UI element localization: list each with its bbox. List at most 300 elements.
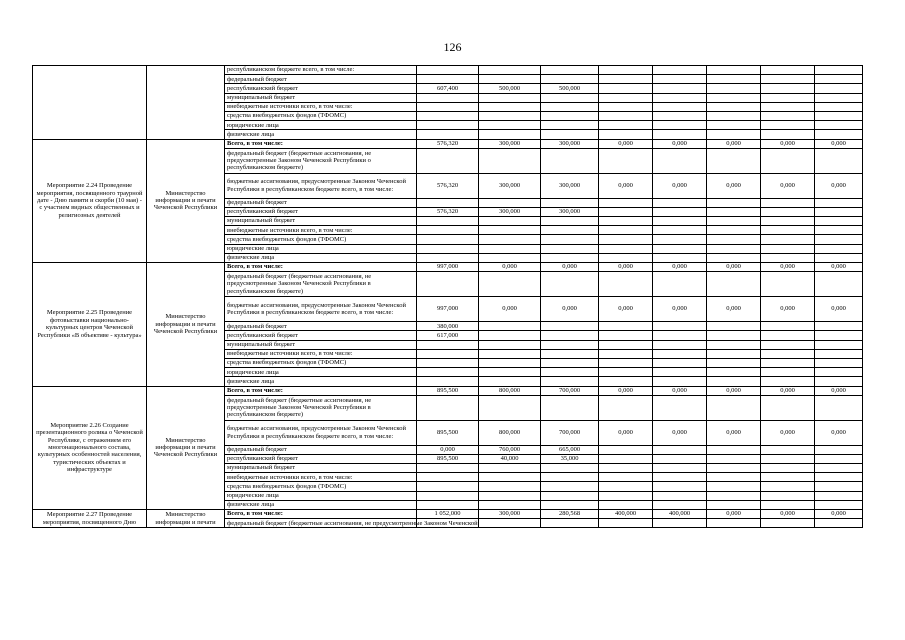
amount-cell bbox=[599, 377, 653, 386]
amount-cell bbox=[417, 377, 479, 386]
amount-cell: 0,000 bbox=[815, 297, 863, 322]
amount-cell bbox=[417, 473, 479, 482]
amount-cell bbox=[707, 93, 761, 102]
amount-cell bbox=[599, 491, 653, 500]
amount-cell bbox=[653, 482, 707, 491]
funding-source-cell: физические лица bbox=[225, 130, 417, 139]
amount-cell bbox=[761, 121, 815, 130]
amount-cell bbox=[479, 340, 541, 349]
event-name-cell: Мероприятие 2.24 Проведение мероприятия, посвященного траурной дате - Дню памяти и скорби (10 мая) - с участием видных общественных и религиозных деятелей bbox=[33, 139, 147, 263]
amount-cell bbox=[653, 500, 707, 509]
amount-cell bbox=[707, 66, 761, 75]
amount-cell: 500,000 bbox=[479, 84, 541, 93]
amount-cell bbox=[653, 235, 707, 244]
amount-cell bbox=[479, 130, 541, 139]
funding-source-cell: юридические лица bbox=[225, 121, 417, 130]
table-row-total bbox=[33, 139, 863, 148]
amount-cell bbox=[479, 198, 541, 207]
amount-cell bbox=[417, 244, 479, 253]
amount-cell bbox=[761, 226, 815, 235]
amount-cell: 0,000 bbox=[653, 173, 707, 198]
amount-cell bbox=[599, 253, 653, 262]
amount-cell bbox=[599, 84, 653, 93]
amount-cell: 300,000 bbox=[541, 139, 599, 148]
funding-source-cell: республиканский бюджет bbox=[225, 207, 417, 216]
amount-cell bbox=[707, 464, 761, 473]
amount-cell bbox=[479, 464, 541, 473]
amount-cell bbox=[815, 148, 863, 173]
amount-cell bbox=[815, 75, 863, 84]
amount-cell bbox=[653, 93, 707, 102]
funding-source-cell: средства внебюджетных фондов (ТФОМС) bbox=[225, 235, 417, 244]
amount-cell: 0,000 bbox=[761, 139, 815, 148]
amount-cell: 895,500 bbox=[417, 386, 479, 395]
amount-cell bbox=[479, 244, 541, 253]
amount-cell bbox=[707, 102, 761, 111]
amount-cell bbox=[761, 454, 815, 463]
amount-cell: 0,000 bbox=[653, 297, 707, 322]
amount-cell bbox=[417, 500, 479, 509]
amount-cell bbox=[761, 473, 815, 482]
amount-cell bbox=[815, 331, 863, 340]
amount-cell bbox=[815, 84, 863, 93]
amount-cell bbox=[653, 244, 707, 253]
amount-cell: 0,000 bbox=[815, 386, 863, 395]
amount-cell bbox=[653, 198, 707, 207]
amount-cell bbox=[707, 368, 761, 377]
amount-cell: 300,000 bbox=[479, 173, 541, 198]
amount-cell bbox=[707, 244, 761, 253]
funding-source-cell: муниципальный бюджет bbox=[225, 340, 417, 349]
amount-cell bbox=[541, 331, 599, 340]
amount-cell bbox=[707, 253, 761, 262]
amount-cell bbox=[761, 235, 815, 244]
amount-cell bbox=[599, 66, 653, 75]
amount-cell bbox=[479, 349, 541, 358]
amount-cell: 0,000 bbox=[707, 263, 761, 272]
executor-cell bbox=[147, 66, 225, 140]
amount-cell bbox=[599, 519, 653, 528]
amount-cell: 665,000 bbox=[541, 445, 599, 454]
amount-cell bbox=[541, 93, 599, 102]
amount-cell bbox=[815, 491, 863, 500]
amount-cell bbox=[707, 111, 761, 120]
amount-cell bbox=[599, 340, 653, 349]
amount-cell bbox=[479, 519, 541, 528]
amount-cell bbox=[541, 473, 599, 482]
amount-cell bbox=[815, 368, 863, 377]
amount-cell bbox=[417, 482, 479, 491]
amount-cell bbox=[417, 358, 479, 367]
amount-cell bbox=[541, 102, 599, 111]
amount-cell bbox=[479, 395, 541, 420]
amount-cell bbox=[761, 482, 815, 491]
amount-cell: 0,000 bbox=[815, 263, 863, 272]
amount-cell bbox=[815, 235, 863, 244]
amount-cell bbox=[707, 272, 761, 297]
amount-cell bbox=[761, 130, 815, 139]
funding-source-cell: физические лица bbox=[225, 377, 417, 386]
amount-cell: 300,000 bbox=[479, 207, 541, 216]
amount-cell: 997,000 bbox=[417, 263, 479, 272]
amount-cell bbox=[479, 102, 541, 111]
amount-cell bbox=[541, 66, 599, 75]
funding-source-cell: Всего, в том числе: bbox=[225, 386, 417, 395]
amount-cell bbox=[599, 464, 653, 473]
amount-cell bbox=[761, 198, 815, 207]
funding-source-cell: юридические лица bbox=[225, 368, 417, 377]
amount-cell bbox=[417, 121, 479, 130]
funding-source-cell: федеральный бюджет bbox=[225, 445, 417, 454]
amount-cell bbox=[599, 454, 653, 463]
amount-cell: 0,000 bbox=[707, 386, 761, 395]
amount-cell bbox=[761, 93, 815, 102]
amount-cell bbox=[707, 235, 761, 244]
amount-cell bbox=[417, 253, 479, 262]
amount-cell bbox=[653, 464, 707, 473]
amount-cell: 0,000 bbox=[815, 420, 863, 445]
amount-cell bbox=[479, 331, 541, 340]
amount-cell bbox=[815, 445, 863, 454]
funding-source-cell: внебюджетные источники всего, в том числе: bbox=[225, 226, 417, 235]
amount-cell bbox=[417, 93, 479, 102]
funding-source-cell: Всего, в том числе: bbox=[225, 263, 417, 272]
amount-cell bbox=[417, 491, 479, 500]
amount-cell: 800,000 bbox=[479, 386, 541, 395]
amount-cell bbox=[417, 75, 479, 84]
funding-source-cell: бюджетные ассигнования, предусмотренные Законом Чеченской Республики в республиканском бюджете всего, в том числе: bbox=[225, 297, 417, 322]
amount-cell: 1 052,000 bbox=[417, 510, 479, 519]
amount-cell bbox=[541, 217, 599, 226]
funding-source-cell: юридические лица bbox=[225, 491, 417, 500]
executor-cell: Министерство информации и печати Чеченской Республики bbox=[147, 263, 225, 387]
amount-cell bbox=[541, 148, 599, 173]
amount-cell bbox=[541, 235, 599, 244]
funding-source-cell: федеральный бюджет bbox=[225, 198, 417, 207]
amount-cell bbox=[653, 148, 707, 173]
amount-cell: 0,000 bbox=[541, 297, 599, 322]
amount-cell bbox=[541, 500, 599, 509]
amount-cell: 0,000 bbox=[761, 386, 815, 395]
amount-cell bbox=[541, 377, 599, 386]
amount-cell bbox=[761, 331, 815, 340]
amount-cell bbox=[815, 464, 863, 473]
amount-cell bbox=[761, 66, 815, 75]
amount-cell bbox=[707, 340, 761, 349]
amount-cell bbox=[761, 217, 815, 226]
amount-cell: 500,000 bbox=[541, 84, 599, 93]
amount-cell bbox=[599, 349, 653, 358]
amount-cell: 895,500 bbox=[417, 420, 479, 445]
amount-cell bbox=[541, 111, 599, 120]
amount-cell: 0,000 bbox=[599, 139, 653, 148]
amount-cell bbox=[417, 102, 479, 111]
amount-cell bbox=[761, 272, 815, 297]
amount-cell: 0,000 bbox=[599, 420, 653, 445]
amount-cell bbox=[653, 207, 707, 216]
amount-cell: 400,000 bbox=[599, 510, 653, 519]
amount-cell bbox=[815, 217, 863, 226]
funding-source-cell: внебюджетные источники всего, в том числе: bbox=[225, 349, 417, 358]
funding-source-cell: муниципальный бюджет bbox=[225, 93, 417, 102]
amount-cell bbox=[707, 482, 761, 491]
amount-cell bbox=[653, 253, 707, 262]
amount-cell bbox=[417, 464, 479, 473]
amount-cell: 617,000 bbox=[417, 331, 479, 340]
amount-cell: 0,000 bbox=[541, 263, 599, 272]
amount-cell bbox=[599, 198, 653, 207]
amount-cell bbox=[653, 358, 707, 367]
table-row bbox=[33, 66, 863, 75]
budget-table bbox=[32, 65, 863, 528]
amount-cell bbox=[707, 395, 761, 420]
amount-cell: 400,000 bbox=[653, 510, 707, 519]
funding-source-cell: республиканский бюджет bbox=[225, 331, 417, 340]
amount-cell bbox=[479, 75, 541, 84]
amount-cell bbox=[479, 235, 541, 244]
amount-cell bbox=[541, 368, 599, 377]
amount-cell: 0,000 bbox=[479, 297, 541, 322]
amount-cell bbox=[599, 102, 653, 111]
amount-cell bbox=[653, 66, 707, 75]
amount-cell bbox=[599, 445, 653, 454]
amount-cell: 0,000 bbox=[815, 510, 863, 519]
amount-cell bbox=[761, 244, 815, 253]
amount-cell: 0,000 bbox=[599, 173, 653, 198]
amount-cell bbox=[707, 454, 761, 463]
amount-cell bbox=[479, 253, 541, 262]
amount-cell bbox=[417, 226, 479, 235]
amount-cell bbox=[541, 491, 599, 500]
amount-cell bbox=[417, 235, 479, 244]
amount-cell bbox=[707, 322, 761, 331]
amount-cell bbox=[653, 473, 707, 482]
amount-cell bbox=[707, 473, 761, 482]
amount-cell bbox=[541, 272, 599, 297]
amount-cell bbox=[815, 473, 863, 482]
event-name-cell: Мероприятие 2.25 Проведение фотовыставки национально-культурных центров Чеченской Республики «В объективе - культура» bbox=[33, 263, 147, 387]
amount-cell: 380,000 bbox=[417, 322, 479, 331]
amount-cell bbox=[599, 500, 653, 509]
amount-cell bbox=[541, 198, 599, 207]
amount-cell bbox=[599, 368, 653, 377]
amount-cell: 280,568 bbox=[541, 510, 599, 519]
amount-cell bbox=[707, 331, 761, 340]
funding-source-cell: средства внебюджетных фондов (ТФОМС) bbox=[225, 111, 417, 120]
amount-cell bbox=[707, 207, 761, 216]
amount-cell bbox=[761, 491, 815, 500]
amount-cell bbox=[815, 272, 863, 297]
amount-cell: 0,000 bbox=[707, 510, 761, 519]
amount-cell bbox=[815, 349, 863, 358]
amount-cell bbox=[417, 340, 479, 349]
amount-cell bbox=[815, 253, 863, 262]
amount-cell bbox=[479, 377, 541, 386]
amount-cell bbox=[541, 75, 599, 84]
amount-cell bbox=[761, 500, 815, 509]
amount-cell bbox=[599, 272, 653, 297]
funding-source-cell: бюджетные ассигнования, предусмотренные Законом Чеченской Республики в республиканском бюджете всего, в том числе: bbox=[225, 173, 417, 198]
amount-cell: 0,000 bbox=[815, 139, 863, 148]
amount-cell bbox=[541, 464, 599, 473]
funding-source-cell: средства внебюджетных фондов (ТФОМС) bbox=[225, 482, 417, 491]
funding-source-cell: республиканском бюджете всего, в том числе: bbox=[225, 66, 417, 75]
funding-source-cell: Всего, в том числе: bbox=[225, 510, 417, 519]
amount-cell bbox=[417, 148, 479, 173]
funding-source-cell: федеральный бюджет (бюджетные ассигнования, не предусмотренные Законом Чеченской Республики о республиканском бюджете) bbox=[225, 148, 417, 173]
amount-cell bbox=[599, 226, 653, 235]
amount-cell bbox=[653, 368, 707, 377]
amount-cell bbox=[541, 395, 599, 420]
amount-cell bbox=[815, 244, 863, 253]
amount-cell bbox=[815, 111, 863, 120]
amount-cell bbox=[599, 473, 653, 482]
amount-cell: 0,000 bbox=[653, 386, 707, 395]
amount-cell bbox=[541, 340, 599, 349]
amount-cell: 700,000 bbox=[541, 386, 599, 395]
amount-cell bbox=[761, 111, 815, 120]
amount-cell bbox=[815, 519, 863, 528]
amount-cell bbox=[761, 75, 815, 84]
amount-cell bbox=[707, 519, 761, 528]
amount-cell bbox=[479, 322, 541, 331]
executor-cell: Министерство информации и печати Чеченской Республики bbox=[147, 386, 225, 510]
amount-cell: 0,000 bbox=[761, 297, 815, 322]
amount-cell bbox=[761, 253, 815, 262]
amount-cell bbox=[707, 349, 761, 358]
amount-cell bbox=[599, 235, 653, 244]
amount-cell bbox=[599, 331, 653, 340]
amount-cell: 997,000 bbox=[417, 297, 479, 322]
funding-source-cell: внебюджетные источники всего, в том числе: bbox=[225, 473, 417, 482]
amount-cell bbox=[707, 226, 761, 235]
amount-cell bbox=[761, 84, 815, 93]
amount-cell bbox=[479, 482, 541, 491]
amount-cell: 576,320 bbox=[417, 139, 479, 148]
amount-cell: 0,000 bbox=[479, 263, 541, 272]
funding-source-cell: средства внебюджетных фондов (ТФОМС) bbox=[225, 358, 417, 367]
amount-cell: 0,000 bbox=[761, 510, 815, 519]
amount-cell bbox=[653, 519, 707, 528]
amount-cell bbox=[599, 395, 653, 420]
event-name-cell: Мероприятие 2.27 Проведение мероприятия, посвященного Дню bbox=[33, 510, 147, 528]
amount-cell bbox=[815, 226, 863, 235]
amount-cell bbox=[653, 331, 707, 340]
amount-cell: 40,000 bbox=[479, 454, 541, 463]
amount-cell bbox=[815, 500, 863, 509]
amount-cell: 300,000 bbox=[541, 173, 599, 198]
amount-cell bbox=[653, 84, 707, 93]
amount-cell: 0,000 bbox=[653, 139, 707, 148]
funding-source-cell: федеральный бюджет (бюджетные ассигнования, не предусмотренные Законом Чеченской bbox=[225, 519, 417, 528]
executor-cell: Министерство информации и печати bbox=[147, 510, 225, 528]
amount-cell bbox=[761, 464, 815, 473]
funding-source-cell: федеральный бюджет bbox=[225, 75, 417, 84]
amount-cell bbox=[707, 75, 761, 84]
amount-cell: 0,000 bbox=[707, 139, 761, 148]
amount-cell: 0,000 bbox=[707, 420, 761, 445]
amount-cell bbox=[815, 130, 863, 139]
amount-cell bbox=[653, 377, 707, 386]
amount-cell bbox=[815, 121, 863, 130]
amount-cell bbox=[653, 349, 707, 358]
amount-cell bbox=[479, 491, 541, 500]
amount-cell bbox=[541, 253, 599, 262]
amount-cell bbox=[707, 217, 761, 226]
amount-cell bbox=[479, 226, 541, 235]
amount-cell bbox=[417, 395, 479, 420]
amount-cell: 35,000 bbox=[541, 454, 599, 463]
amount-cell bbox=[653, 121, 707, 130]
amount-cell bbox=[761, 340, 815, 349]
funding-source-cell: муниципальный бюджет bbox=[225, 464, 417, 473]
amount-cell bbox=[653, 75, 707, 84]
amount-cell bbox=[653, 395, 707, 420]
amount-cell: 0,000 bbox=[417, 445, 479, 454]
amount-cell bbox=[417, 368, 479, 377]
amount-cell bbox=[599, 121, 653, 130]
amount-cell bbox=[761, 445, 815, 454]
amount-cell bbox=[707, 130, 761, 139]
amount-cell bbox=[417, 130, 479, 139]
amount-cell bbox=[653, 272, 707, 297]
amount-cell bbox=[761, 368, 815, 377]
amount-cell bbox=[653, 454, 707, 463]
amount-cell: 300,000 bbox=[541, 207, 599, 216]
amount-cell bbox=[815, 93, 863, 102]
amount-cell: 607,400 bbox=[417, 84, 479, 93]
amount-cell bbox=[479, 217, 541, 226]
funding-source-cell: федеральный бюджет (бюджетные ассигнования, не предусмотренные Законом Чеченской Республики в республиканском бюджете) bbox=[225, 272, 417, 297]
amount-cell: 576,320 bbox=[417, 173, 479, 198]
amount-cell bbox=[599, 111, 653, 120]
amount-cell bbox=[599, 244, 653, 253]
amount-cell bbox=[653, 217, 707, 226]
funding-source-cell: физические лица bbox=[225, 253, 417, 262]
funding-source-cell: юридические лица bbox=[225, 244, 417, 253]
amount-cell bbox=[815, 358, 863, 367]
amount-cell bbox=[761, 349, 815, 358]
amount-cell: 0,000 bbox=[599, 263, 653, 272]
amount-cell bbox=[599, 358, 653, 367]
amount-cell bbox=[541, 244, 599, 253]
amount-cell bbox=[479, 66, 541, 75]
amount-cell bbox=[815, 66, 863, 75]
amount-cell bbox=[417, 349, 479, 358]
amount-cell bbox=[707, 84, 761, 93]
amount-cell bbox=[417, 66, 479, 75]
amount-cell bbox=[653, 102, 707, 111]
amount-cell bbox=[761, 148, 815, 173]
table-row-total bbox=[33, 510, 863, 519]
funding-source-cell: физические лица bbox=[225, 500, 417, 509]
amount-cell bbox=[479, 272, 541, 297]
amount-cell bbox=[417, 198, 479, 207]
event-name-cell bbox=[33, 66, 147, 140]
amount-cell bbox=[653, 445, 707, 454]
amount-cell: 300,000 bbox=[479, 510, 541, 519]
amount-cell: 0,000 bbox=[599, 297, 653, 322]
amount-cell bbox=[479, 111, 541, 120]
page-number: 126 bbox=[443, 40, 462, 54]
amount-cell bbox=[761, 102, 815, 111]
amount-cell bbox=[653, 322, 707, 331]
amount-cell bbox=[707, 148, 761, 173]
amount-cell bbox=[653, 130, 707, 139]
amount-cell bbox=[707, 121, 761, 130]
amount-cell bbox=[815, 395, 863, 420]
amount-cell bbox=[815, 102, 863, 111]
